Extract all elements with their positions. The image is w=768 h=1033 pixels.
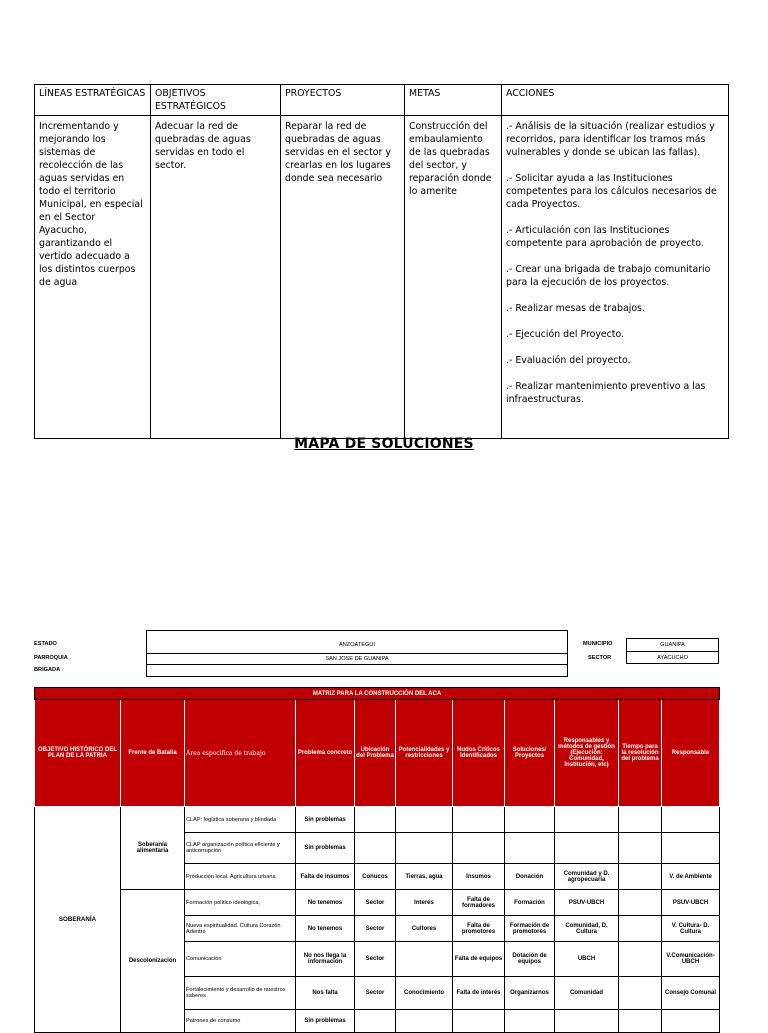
table-cell: Tierras, agua bbox=[396, 864, 453, 890]
matrix-header: Nudos Críticos Identificados bbox=[453, 700, 505, 807]
table-cell: CLAP organización política eficiente y anticorrupción bbox=[185, 833, 296, 864]
accion-item: .- Articulación con las Instituciones competente para aprobación de proyecto. bbox=[506, 225, 704, 249]
meta-cell: Construcción del embaulamiento de las quebradas del sector, y reparación donde lo amerite bbox=[405, 116, 502, 439]
table-cell: Sector bbox=[355, 942, 396, 977]
table-cell bbox=[555, 807, 619, 833]
matrix-header: Área especifica de trabajo bbox=[185, 700, 296, 807]
table-cell: Formación bbox=[505, 890, 555, 916]
table-cell: Sector bbox=[355, 890, 396, 916]
header-acciones: ACCIONES bbox=[502, 85, 729, 116]
table-cell: Falta de formadores bbox=[453, 890, 505, 916]
map-title: MAPA DE SOLUCIONES bbox=[294, 436, 474, 452]
table-cell: Dotación de equipos bbox=[505, 942, 555, 977]
table-row bbox=[35, 807, 720, 833]
table-cell bbox=[662, 1010, 720, 1033]
brigada-label: BRIGADA bbox=[34, 667, 61, 673]
parroquia-value: SAN JOSE DE GUANIPA bbox=[147, 654, 567, 665]
matrix-header: Responsables y métodos de gestión (Ejecución: Comunidad, Institución, etc) bbox=[555, 700, 619, 807]
table-cell bbox=[619, 807, 662, 833]
table-cell bbox=[396, 833, 453, 864]
sector-value: AYACUCHO bbox=[657, 655, 688, 661]
table-cell bbox=[396, 942, 453, 977]
table-cell bbox=[619, 1010, 662, 1033]
table-cell: CLAP: logística soberana y blindada bbox=[185, 807, 296, 833]
table-cell bbox=[619, 942, 662, 977]
table-cell: UBCH bbox=[555, 942, 619, 977]
accion-item: .- Análisis de la situación (realizar estudios y recorridos, para identificar los tramos más vulnerables y donde se ubican las fallas). bbox=[506, 121, 715, 158]
matrix-body bbox=[35, 807, 720, 1033]
table-cell: PSUV-UBCH bbox=[555, 890, 619, 916]
table-cell bbox=[619, 890, 662, 916]
location-box bbox=[146, 630, 568, 677]
table-cell: No nos llega la información bbox=[296, 942, 355, 977]
table-cell: Nueva espiritualidad. Cultura Corazón Adentro bbox=[185, 916, 296, 942]
table-cell: Interés bbox=[396, 890, 453, 916]
table-cell: Conucos bbox=[355, 864, 396, 890]
table-cell: Sector bbox=[355, 916, 396, 942]
table-cell: Comunidad y D. agropecuaria bbox=[555, 864, 619, 890]
accion-item: .- Solicitar ayuda a las Instituciones competentes para los cálculos necesarios de cada Proyectos. bbox=[506, 173, 717, 210]
table-cell bbox=[619, 833, 662, 864]
table-cell: Consejo Comunal bbox=[662, 977, 720, 1010]
table-cell: Producción local. Agricultura urbana bbox=[185, 864, 296, 890]
frente-cell: Soberanía alimentaria bbox=[121, 807, 185, 890]
table-cell: PSUV-UBCH bbox=[662, 890, 720, 916]
table-cell: V. Cultura- D. Cultura bbox=[662, 916, 720, 942]
municipio-box bbox=[626, 638, 719, 664]
table-cell bbox=[505, 1010, 555, 1033]
matrix-header: Ubicación del Problema bbox=[355, 700, 396, 807]
table-cell bbox=[555, 833, 619, 864]
estado-value: ANZOATEGUI bbox=[147, 631, 567, 654]
matrix-header: Responsable bbox=[662, 700, 720, 807]
table-cell bbox=[453, 833, 505, 864]
table-cell: Fortalecimiento y desarrollo de nuestros saberes bbox=[185, 977, 296, 1010]
table-cell: Insumos bbox=[453, 864, 505, 890]
table-cell bbox=[453, 807, 505, 833]
aca-matrix bbox=[34, 687, 720, 1033]
sector-label: SECTOR bbox=[588, 655, 612, 661]
table-cell: Nos falta bbox=[296, 977, 355, 1010]
linea-cell: Incrementando y mejorando los sistemas de recolección de las aguas servidas en todo el territorio Municipal, en especial en el Sector Ayacucho, garantizando el vertido adecuado a los distintos cuerpos de agua bbox=[35, 116, 151, 439]
table-cell bbox=[555, 1010, 619, 1033]
table-cell bbox=[619, 864, 662, 890]
table-cell: V. de Ambiente bbox=[662, 864, 720, 890]
table-cell: Formación de promotores bbox=[505, 916, 555, 942]
matrix-title: MATRIZ PARA LA CONSTRUCCIÓN DEL ACA bbox=[35, 688, 720, 700]
table-cell: Falta de interés bbox=[453, 977, 505, 1010]
table-cell: Organizarnos bbox=[505, 977, 555, 1010]
table-cell: Donación bbox=[505, 864, 555, 890]
frente-cell: Descolonización bbox=[121, 890, 185, 1033]
parroquia-label: PARROQUIA bbox=[34, 655, 68, 661]
table-cell: Comunidad bbox=[555, 977, 619, 1010]
objective-cell: SOBERANÍA bbox=[35, 807, 121, 1033]
table-cell bbox=[453, 1010, 505, 1033]
table-cell bbox=[396, 807, 453, 833]
table-cell: Cultores bbox=[396, 916, 453, 942]
table-cell bbox=[505, 833, 555, 864]
table-cell: Conocimiento bbox=[396, 977, 453, 1010]
table-cell: No tenemos bbox=[296, 890, 355, 916]
table-cell: V.Comunicación- UBCH bbox=[662, 942, 720, 977]
table-cell bbox=[619, 977, 662, 1010]
table-row bbox=[35, 890, 720, 916]
table-cell: Sin problemas bbox=[296, 833, 355, 864]
table-cell bbox=[619, 916, 662, 942]
table-cell bbox=[355, 1010, 396, 1033]
table-cell: Patrones de consumo bbox=[185, 1010, 296, 1033]
header-proyectos: PROYECTOS bbox=[281, 85, 405, 116]
matrix-header: Frente de Batalla bbox=[121, 700, 185, 807]
accion-item: .- Realizar mesas de trabajos. bbox=[506, 303, 645, 314]
table-cell: Sin problemas bbox=[296, 807, 355, 833]
table-cell bbox=[396, 1010, 453, 1033]
accion-item: .- Realizar mantenimiento preventivo a las infraestructuras. bbox=[506, 381, 706, 405]
brigada-value bbox=[147, 665, 567, 675]
matrix-header: OBJETIVO HISTÓRICO DEL PLAN DE LA PATRIA bbox=[35, 700, 121, 807]
table-cell: Formación político ideológica, bbox=[185, 890, 296, 916]
acciones-cell bbox=[502, 116, 729, 439]
accion-item: .- Ejecución del Proyecto. bbox=[506, 329, 625, 340]
table-cell bbox=[505, 807, 555, 833]
strategic-table bbox=[34, 84, 729, 439]
matrix-header: Potencialidades y restricciones bbox=[396, 700, 453, 807]
matrix-header: Problema concreto bbox=[296, 700, 355, 807]
table-cell: No tenemos bbox=[296, 916, 355, 942]
matrix-header: Tiempo para la resolución del problema bbox=[619, 700, 662, 807]
table-cell bbox=[355, 807, 396, 833]
municipio-value: GUANIPA bbox=[627, 639, 718, 652]
accion-item: .- Evaluación del proyecto. bbox=[506, 355, 631, 366]
table-cell: Falta de equipos bbox=[453, 942, 505, 977]
table-cell: Falta de promotores bbox=[453, 916, 505, 942]
table-cell bbox=[662, 807, 720, 833]
table-cell: Comunidad, D. Cultura bbox=[555, 916, 619, 942]
objetivo-cell: Adecuar la red de quebradas de aguas servidas en todo el sector. bbox=[151, 116, 281, 439]
table-cell: Sector bbox=[355, 977, 396, 1010]
table-cell: Comunicación bbox=[185, 942, 296, 977]
header-metas: METAS bbox=[405, 85, 502, 116]
matrix-header: Soluciones/ Proyectos bbox=[505, 700, 555, 807]
table-cell bbox=[662, 833, 720, 864]
estado-label: ESTADO bbox=[34, 641, 57, 647]
municipio-label: MUNICIPIO bbox=[583, 641, 613, 647]
header-lineas: LÍNEAS ESTRATÉGICAS bbox=[35, 85, 151, 116]
header-objetivos: OBJETIVOS ESTRATÉGICOS bbox=[151, 85, 281, 116]
table-cell: Falta de insumos bbox=[296, 864, 355, 890]
table-cell bbox=[355, 833, 396, 864]
table-cell: Sin problemas bbox=[296, 1010, 355, 1033]
proyecto-cell: Reparar la red de quebradas de aguas servidas en el sector y crearlas en los lugares donde sea necesario bbox=[281, 116, 405, 439]
accion-item: .- Crear una brigada de trabajo comunitario para la ejecución de los proyectos. bbox=[506, 264, 711, 288]
